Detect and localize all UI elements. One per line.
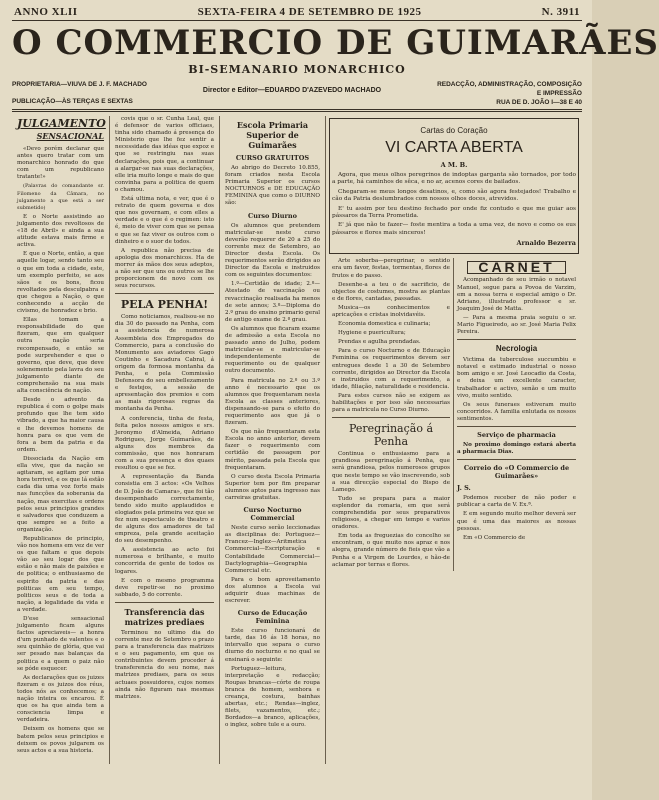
paragraph: Os alumnos que ficaram exame de admissão a esta Escola no passado anno de Julho, podem matricular-se e matricular-se independentemente de requerimento ou de qualquer outro documento. [225, 325, 320, 375]
column-4 [326, 116, 582, 764]
paragraph: covis que o sr. Cunha Leal, que é defensor de varios officiaes, tinha sido chamado á presença do Ministerio que lhe fez sentir a necessidade das idéas que expoz e que se restringiu nas suas declarações, pois que, a continuar a alargar-se nas suas declarações, elle iria muito longe e mais do que convinha para a politica de quem o chamou. [115, 116, 214, 193]
verse: E' já que não te fazer— foste mentira a toda a uma vez, de novo e como os eus pássaros e flores mais sinceros! [332, 222, 576, 236]
paragraph: Economia domestica e culinaria; [338, 321, 431, 328]
divider [457, 339, 576, 340]
paragraph: Republicanos de principio, vão nos homens em vez de ver os que faltam e que depois vão ao seu logar dos que estão e não mais de paixões e de politica; o enthusiasmo de espirito da patria e das politicas em seu tempo, politicos seus e de toda a nação, a legalidade da vida e a verdade. [17, 535, 104, 613]
paragraph: Está ultima nota, e ver, que é o retrato de quem governa e dos que nos governam, e com elles a verdade e o que é o regimen: isto é, meio de viver com que se pensa e que se faz viver os outros com o dinheiro e o suor de todos. [115, 196, 214, 245]
paragraph: 1.º—Certidão de idade; 2.º—Atestado de vaccinação ou revaccinação realisada ha menos de sete annos; 3.º—Diploma do 2.º grau do ensino primario geral de antigo exame de 2.º grau. [225, 281, 320, 323]
paragraph: Para o bom aproveitamento dos alumnos a Escola vai adquirir duas machinas de escrever. [225, 576, 320, 605]
article-title-peregrinacao: Peregrinação á Penha [348, 422, 434, 449]
subcolumn-left [329, 258, 454, 570]
masthead-title: O COMMERCIO DE GUIMARÃES [12, 23, 659, 63]
rule [12, 20, 582, 21]
paragraph: Deixem os homens que se batem pelos seus principios e deixem os povos julgarem os seus actos e a sua historia. [17, 726, 104, 754]
paragraph: Hygiene e puericultura; [338, 330, 406, 337]
rule [12, 109, 582, 112]
paragraph: D'ese sensacional julgamento ficam alguns factos apreciaveis— a honra d'um punhado de valentes e o seu quinhão de glória, que vai ser pesado nas balanças da politica e a quem o paiz não se póde esquecer. [17, 616, 104, 672]
paragraph: Desde o advento da republica é com o golpe mais profundo que lhe tem sido vibrado, a que ha maior causa e lhe devemos homens de honra para os que vem de fora a bem da patria e da ordem. [17, 397, 104, 453]
columns [12, 116, 582, 764]
director-line: Director e Editor—EDUARDO D'AZEVEDO MACHADO [202, 87, 382, 94]
info-left [12, 80, 147, 106]
verse: Chegaram-se meus longos desatinos, e, como são agora festejados! Trabalho e cão da Patria deslumbrados com nossos olhos doces, atrevidos. [332, 188, 576, 203]
paragraph: Os alumnos que pretendem matricular-se neste curso deverão requerer de 20 a 25 do corrente mez de Setembro, ao Director desta Escola. Os requerimentos serão dirigidos ao Director da Escola e instruidos com os seguintes documentos: [225, 222, 320, 279]
paragraph: Os que não frequentaram esta Escola no anno anterior, devem fazer o requerimento com certidão de passagem por mérito, passada pela Escola que frequentaram. [225, 429, 320, 471]
paragraph: Para o curso Nocturno e de Educação Feminina os requerimentos devem ser entregues desde 1 a 30 de Setembro corrente, dirigidos ao Director da Escola e instruidos com a requerimento, a idade, filiação, naturalidade e residencia. [332, 348, 450, 390]
paragraph: No proximo domingo estará aberta a pharmacia Dias. [457, 442, 576, 456]
paragraph: O curso desta Escola Primaria Superior tem por fim preparar alumnos aptos para ingresso nas carreiras gratuitas. [225, 473, 320, 502]
paragraph: E em segundo muito melhor deverá ser que é uma das maiores as nossas pessoas. [457, 511, 576, 532]
paragraph: Dissociada da Nação em ella vive, que da nação se agitaram, se agitam por uma hora terrivel, e os que lá estão cada dia uma voz forte mais nas funcções da soberania da nação, mas exercitas e ordens pelos seus principios grandes e salvadores que conduzem a que sempre se a feito a organização. [17, 455, 104, 533]
title-line-2: SENSACIONAL [36, 131, 104, 141]
column-3 [220, 116, 326, 764]
paragraph: Tudo se prepara para a maior esplendor da romaria, em que será comprehendida por seus preparativos religiosos, a chegar em tempo e varios oradores. [332, 495, 450, 531]
article-title-transferencia: Transferencia das matrizes prediaes [124, 606, 205, 627]
paragraph: Para estes cursos não se exigem as habilitações e por isso são necessarias para a matricula no Curso Diurno. [332, 392, 450, 414]
paragraph: A conferencia, tinha de festa, feita pelos nossos amigos e srs. Jeronymo d'Almeida, Adriano Rodrigues, Jorge Guimarães, de alguns dos membros da commissão, que nos honraram com a sua presença e dos quaes resultou o que se fez. [115, 415, 214, 472]
paragraph: Ao abrigo do Decreto 10.855, foram criados nesta Escola Primaria Superior os cursos NOCTURNOS e DE EDUCAÇÃO FEMININA que como o DIURNO são: [225, 165, 320, 207]
paragraph: Continua o enthusiasmo para a grandiosa peregrinação á Penha, que será grandiosa, pelos numerosos grupos que neste tempo se vão inscrevendo, sob a sua direcção especial do Bispo de Lamego. [332, 451, 450, 493]
verse: Agora, que meus olhos peregrinos de indoptas garganta são tornados, por todo a parte, há caminhos de sêca, e no ar, acenos cores de bailados. [332, 172, 576, 186]
paragraph: Este curso funcionará de tarde, das 16 ás 18 horas, no intervallo que separa o curso diurno do nocturno e no qual se ensinará o seguinte: [225, 628, 320, 663]
paragraph: Prendas e agulha prendadas. [338, 339, 421, 346]
owner-line: PROPRIETARIA—VIUVA DE J. F. MACHADO [12, 81, 147, 88]
cartas-box [329, 118, 579, 254]
paragraph: Musica—os conhecimentos e apricações e cristas inolvidavéis. [332, 304, 450, 318]
info-mid [203, 80, 381, 95]
section-pharmacia: Serviço de pharmacia [477, 431, 556, 440]
publication-line: PUBLICAÇÃO—ÀS TERÇAS E SEXTAS [12, 98, 133, 105]
paragraph: A representação da Banda consistia em 3 actos: «Os Velhos de D. João de Camara», que foi tão desempenhado correctamente, tendo sido muito applaudidos e elogiados pela primeira vez que se fez num espectaculo de theatro e de alguns dos amadores de tal empreza, pela grande aceitação do seu desempenho. [115, 474, 214, 545]
header-topline [12, 6, 582, 18]
paragraph: Ellas tomam a responsabilidade do que fizeram, que em qualquer outra nação seria recompensado, e então se pode surprehender e que o governo, que deve, que deve solenemente pela lavra do seu julgamento diante de comprehensão na sua mais alta consciência de nação. [17, 317, 104, 395]
verse: E' tu assim por teu destino fechado por onde fiz contudo e que me guiar aos pássaros da Terra Prometida. [332, 205, 576, 220]
paragraph: — Para a mesma praia seguiu o sr. Mario Figueiredo, ao sr. José Maria Felix Pereira. [457, 314, 576, 336]
column-4-subcolumns [329, 258, 579, 570]
paragraph: A republica não precisa de apologia dos monarchicos. Ha de morrer ás mãos dos seus adeptos, a não ser que uns ou outros se lhe proporcionem de novo com os seus recursos. [115, 247, 214, 290]
paragraph: E o Norte assistindo ao julgamento dos revoltosos de «18 de Abril» e ainda a sua atitude estava mais firme e activa. [17, 213, 104, 249]
header-info [12, 80, 582, 107]
paragraph: Para matricula no 2.º ou 3.º anno é necessario que os alumnos que frequentaram nesta Escola as classes anteriores, dispensando-se para o efeito do requerimento aos que já o fizeram. [225, 377, 320, 427]
signature: Arnaldo Bezerra [516, 239, 576, 248]
issue-number: N. 3911 [541, 6, 580, 18]
subheading-curso-diurno: Curso Diurno [248, 211, 297, 220]
year-label: ANNO XLII [14, 6, 78, 18]
paragraph: E com o mesmo programma deve repetir-se no proximo sabbado, 5 do corrente. [115, 577, 214, 598]
paragraph: Victima da tuberculose succumbiu e notavel e estimado industrial o nosso bom amigo e sr. José Leocadio da Costa, e deixa um excellente caracter, trabalhador e activo, senão e um muito vivo, muito sentido. [457, 357, 576, 399]
paragraph: Portuguez—leitura, interpretação e redacção; Roupas brancas—córte de roupa branca de homem, senhora e creança, costura, bainhas abertas, etc.; Rendas—inglez, filets, vazamentos, etc.; Bordados—a branco, aplicações, o inglez, sobre tule e a ouro. [225, 665, 320, 729]
divider [115, 602, 214, 603]
column-2 [110, 116, 220, 764]
address-line: RUA DE D. JOÃO I—38 E 40 [496, 99, 582, 106]
addressee: A M. B. [440, 161, 468, 169]
article-title-escola: Escola Primaria Superior de Guimarães [236, 120, 309, 150]
divider [115, 293, 214, 294]
title-line-1: JULGAMENTO [17, 117, 106, 130]
divider [332, 417, 450, 418]
paragraph: Acompanhado de seu irmão o notavel Manuel, segue para a Povoa de Varzim, em a nossa terra e especial amigo o Dr. Adriano, illustrado professor e sr. Joaquim José de Matta. [457, 277, 576, 312]
paragraph: Desenhe-a a teu o de sacrificio, de objectos de costumes, mostra as plantas e de flores, cantadas, passadas. [332, 281, 450, 302]
section-correio: Correio do «O Commercio de Guimarães» [463, 464, 570, 481]
info-right [437, 80, 582, 107]
paragraph: Podemos receber de não poder e publicar a carta de V. Ex.ª. [457, 495, 576, 509]
section-carnet: CARNET [467, 261, 566, 274]
divider [457, 459, 576, 460]
paragraph: Em toda as freguezias do concelho se encontram, o que muito nos apraz e nos alegra, grande número de fieis que vão a Penha e a Virgem de Lourdes, e hão-de aclamar por terras e flores. [332, 533, 450, 568]
paragraph: Em «O Commercio de [463, 534, 526, 541]
paragraph: Neste curso serão leccionadas as disciplinas de: Portuguez—Francez—Inglez—Aritmetica Commercial—Escripturação e Contabilidade Commercial—Dactylographia—Geographia Commercial etc. [225, 525, 320, 574]
paragraph: E que o Norte, então, a que aquelle logar, sendo tanto seu o que em toda a cidade, este, um exemplo perfeito, se aos sãos e os bons, ficou revoltados pela desculpabra e que chegou a Nação, o que conhecendo a acção de civismo, de honradez e brio. [17, 251, 104, 315]
subheading-educacao-feminina: Curso de Educação Feminina [237, 609, 308, 626]
paragraph: Como noticiamos, realisou-se no dia 30 do passado na Penha, com a assistencia de numerosa Assembleia dos Empregados do Commercio, para a conclusão do Monumento aos aviadores Gago Coutinho e Sacadura Cabral, á origem da formosa montanha da Penha, e pela Commissão Defensora do seu embellezamento e festejos, a sessão de apresentação dos premios e com as mais rigorosas regras da montanha da Penha. [115, 314, 214, 413]
column-1 [12, 116, 110, 764]
paragraph: Terminou no ultimo dia do corrente mez de Setembro o prazo para a transferencia das matrizes e o seu pagamento, em que os contribuintes devem proceder á transferencia do seu nome, nas matrizes prediaes, para os seus actuaes possuidores, cujos nomes ainda não figuram nas mesmas matrizes. [115, 629, 214, 700]
article-title-carta-aberta: VI CARTA ABERTA [385, 139, 523, 156]
correio-addressee: J. S. [457, 484, 471, 493]
divider [457, 426, 576, 427]
paragraph: As declarações que os juizes fizeram e os juizos dos réus, todos nós as conhecemos; a nação inteira os encarou. É que os ha que ainda tem a consciencia limpa e verdadeira. [17, 674, 104, 724]
redaction-line-1: REDACÇÃO, ADMINISTRAÇÃO, COMPOSIÇÃO [437, 81, 582, 88]
paragraph: Arte soberba—peregrinar, o sentido era um favor, festas, tormentas, flores de frutos e do passo. [332, 258, 450, 279]
article-title-pela-penha: PELA PENHA! [120, 298, 209, 312]
subheading-curso-nocturno: Curso Nocturno Commercial [243, 506, 302, 523]
paragraph: A assistencia ao acto foi numerosa e brilhante, e muito concorrida de gente de todos os logares. [115, 547, 214, 575]
section-cartas: Cartas do Coração [420, 126, 488, 135]
article-title-julgamento [17, 118, 104, 142]
subcolumn-right [454, 258, 579, 570]
masthead-subtitle: BI-SEMANARIO MONARCHICO [188, 63, 406, 76]
section-necrologia: Necrologia [495, 344, 538, 354]
subheading-cursos: CURSO GRATUITOS [235, 154, 310, 162]
redaction-line-2: E IMPRESSÃO [536, 90, 582, 97]
paragraph: (Palavras do comandante sr. Filomeno da Câmara, no julgamento a que está a ser submetido) [17, 183, 104, 211]
date-label: SEXTA-FEIRA 4 DE SETEMBRO DE 1925 [197, 6, 422, 18]
paragraph: Os seus funeraes estiveram muito concorridos. A familia enlutada os nossos sentimentos. [457, 401, 576, 422]
paragraph: «Devo porém declarar que antes quero tratar com um monarchico honrado do que com um republicano tratante!» [17, 146, 104, 181]
